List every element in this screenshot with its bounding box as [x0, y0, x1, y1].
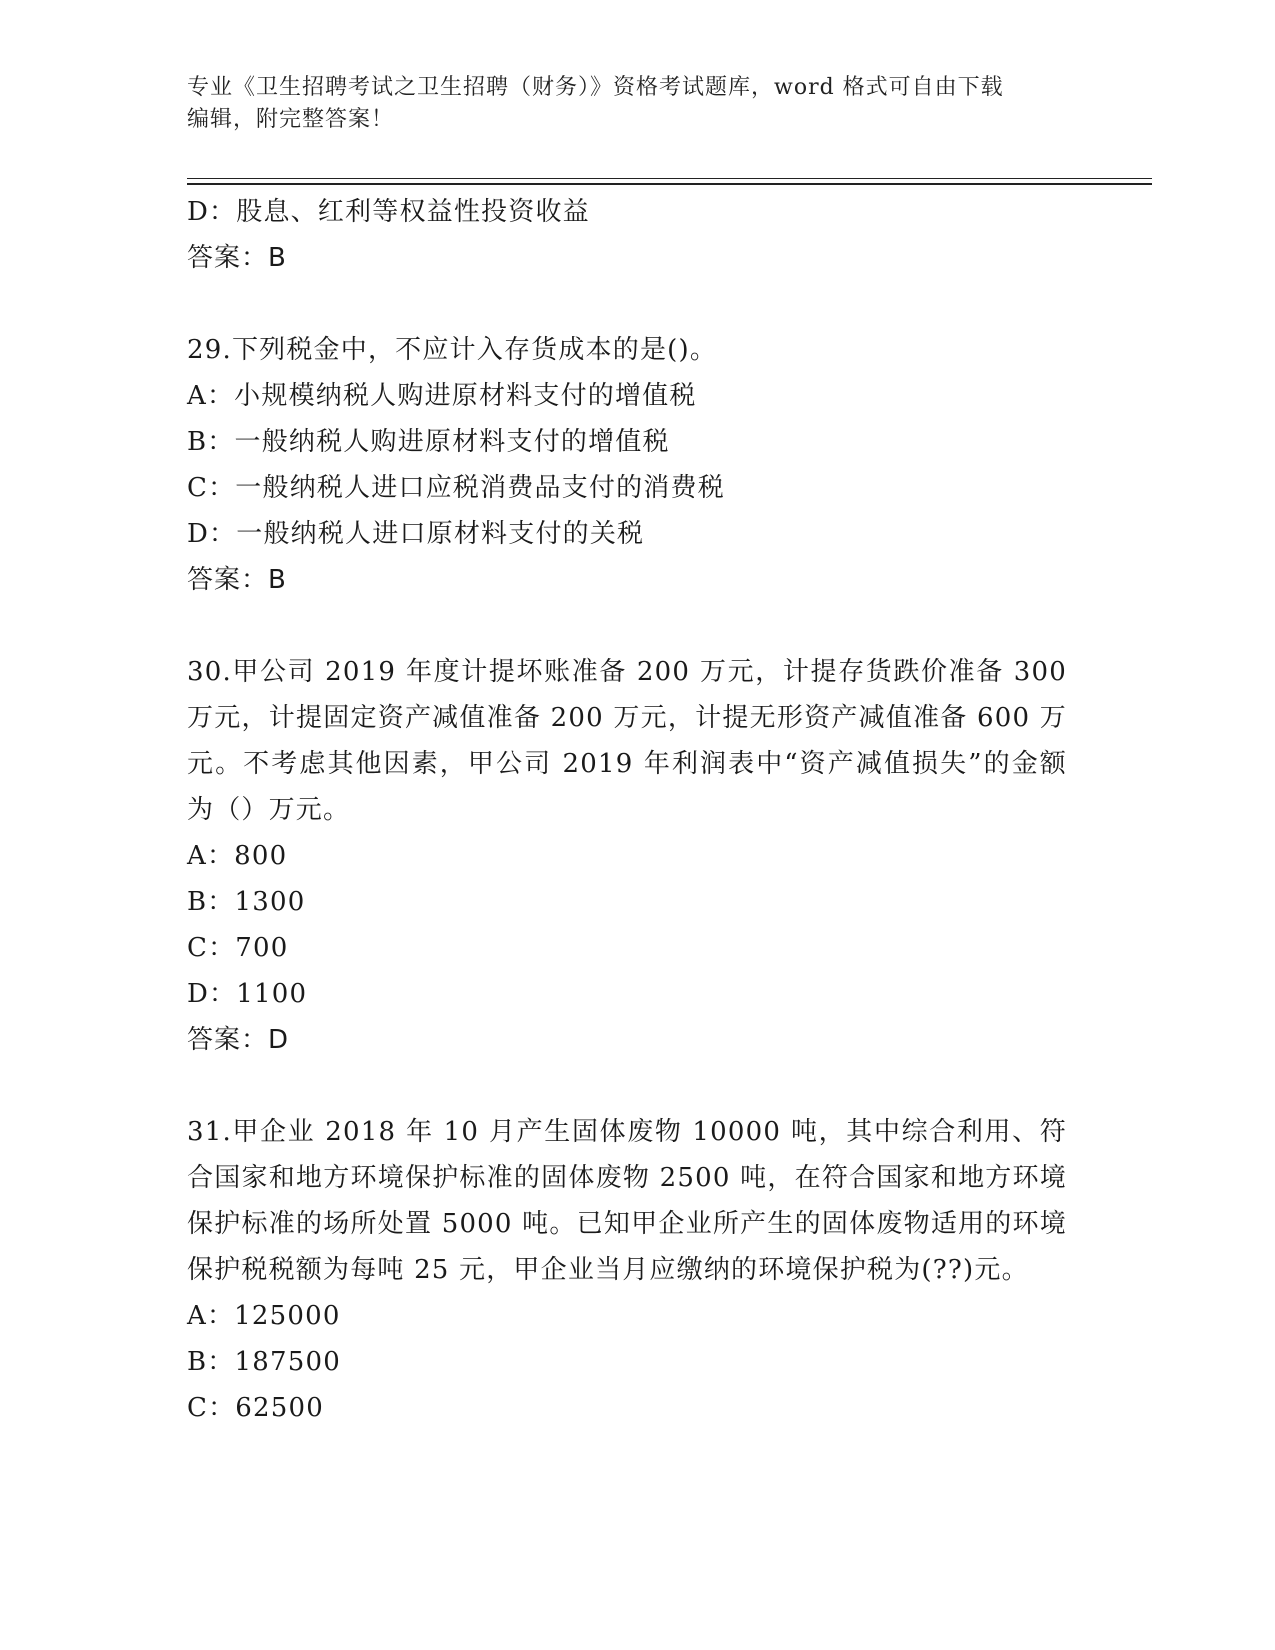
answer-line: 答案：D — [187, 1025, 290, 1055]
header-line-1: 专业《卫生招聘考试之卫生招聘（财务）》资格考试题库，word 格式可自由下载 — [187, 75, 1004, 100]
question-content — [187, 189, 1067, 1431]
option-a: A：800 — [187, 841, 288, 871]
option-a: A：小规模纳税人购进原材料支付的增值税 — [187, 381, 697, 411]
question-stem: 29.下列税金中，不应计入存货成本的是()。 — [187, 335, 718, 365]
spacer — [187, 1063, 1067, 1109]
answer-line: 答案：B — [187, 565, 287, 595]
option-c: C：62500 — [187, 1393, 325, 1423]
option-b: B：一般纳税人购进原材料支付的增值税 — [187, 427, 670, 457]
prev-option-d: D：股息、红利等权益性投资收益 — [187, 197, 590, 227]
page-header — [187, 72, 1087, 136]
header-divider-thin — [187, 178, 1152, 179]
option-d: D：一般纳税人进口原材料支付的关税 — [187, 519, 645, 549]
option-d: D：1100 — [187, 979, 308, 1009]
spacer — [187, 603, 1067, 649]
option-a: A：125000 — [187, 1301, 341, 1331]
question-30 — [187, 649, 1067, 1063]
question-31 — [187, 1109, 1067, 1431]
option-b: B：1300 — [187, 887, 306, 917]
question-stem: 30.甲公司 2019 年度计提坏账准备 200 万元，计提存货跌价准备 300 万元，计提固定资产减值准备 200 万元，计提无形资产减值准备 600 万元。不考虑其他因素，甲公司 2019 年利润表中“资产减值损失”的金额为（）万元。 — [187, 657, 1067, 825]
spacer — [187, 281, 1067, 327]
question-stem: 31.甲企业 2018 年 10 月产生固体废物 10000 吨，其中综合利用、符合国家和地方环境保护标准的固体废物 2500 吨，在符合国家和地方环境保护标准的场所处置 5000 吨。已知甲企业所产生的固体废物适用的环境保护税税额为每吨 25 元，甲企业当月应缴纳的环境保护税为(??)元。 — [187, 1117, 1067, 1285]
header-divider-thick — [187, 183, 1152, 185]
option-b: B：187500 — [187, 1347, 341, 1377]
question-29 — [187, 327, 1067, 603]
option-c: C：一般纳税人进口应税消费品支付的消费税 — [187, 473, 725, 503]
prev-answer: 答案：B — [187, 243, 287, 273]
header-line-2: 编辑，附完整答案！ — [187, 107, 395, 132]
option-c: C：700 — [187, 933, 289, 963]
